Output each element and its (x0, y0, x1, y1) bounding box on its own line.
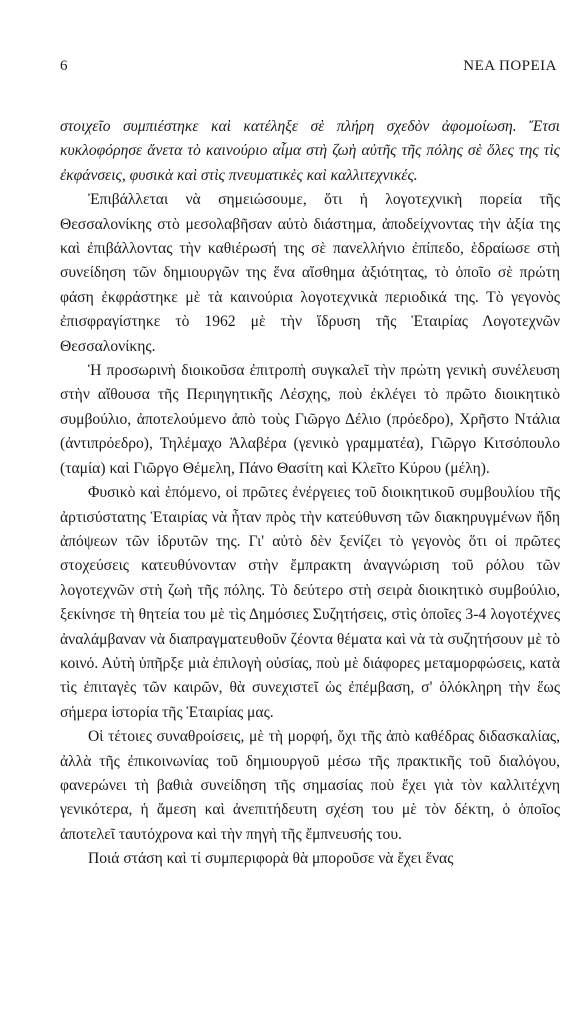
page-number: 6 (60, 58, 68, 74)
paragraph: Φυσικὸ καὶ ἑπόμενο, οἱ πρῶτες ἐνέργειες τοῦ διοικητικοῦ συμβουλίου τῆς ἀρτισύστατης Ἑταιρίας νὰ ἦταν πρὸς τὴν κατεύθυνση τῶν διακηρυγμένων ἤδη ἀπόψεων τῶν ἱδρυτῶν της. Γι' αὐτὸ δὲν ξενίζει τὸ γεγονὸς ὅτι οἱ πρῶτες στοχεύσεις κατευθύνονταν στὴν ἔμπρακτη ἀναγνώριση τοῦ ρόλου τῶν λογοτεχνῶν στὴ ζωὴ τῆς πόλης. Τὸ δεύτερο στὴ σειρὰ διοικητικὸ συμβούλιο, ξεκίνησε τὴ θητεία του μὲ τὶς Δημόσιες Συζητήσεις, στὶς ὁποῖες 3-4 λογοτέχνες ἀναλάμβαναν νὰ διαπραγματευθοῦν ζέοντα θέματα καὶ νὰ τὰ συζητήσουν μὲ τὸ κοινό. Αὐτὴ ὑπῆρξε μιὰ ἐπιλογὴ οὐσίας, ποὺ μὲ διάφορες μεταμορφώσεις, κατὰ τὶς ἐπιταγὲς τῶν καιρῶν, θὰ συνεχιστεῖ ὡς ἐπέμβαση, σ' ὁλόκληρη τὴν ἕως σήμερα ἱστορία τῆς Ἑταιρίας μας. (60, 484, 560, 721)
running-head: ΝΕΑ ΠΟΡΕΙΑ (463, 58, 557, 74)
paragraph: Ποιά στάση καὶ τί συμπεριφορὰ θὰ μποροῦσε νὰ ἔχει ἕνας (88, 850, 454, 868)
page-header (60, 58, 557, 78)
body-text (60, 115, 560, 872)
paragraph: Ἡ προσωρινὴ διοικοῦσα ἐπιτροπὴ συγκαλεῖ τὴν πρώτη γενικὴ συνέλευση στὴν αἴθουσα τῆς Περιηγητικῆς Λέσχης, ποὺ ἐκλέγει τὸ πρῶτο διοικητικὸ συμβούλιο, ἀποτελούμενο ἀπὸ τοὺς Γιῶργο Δέλιο (πρόεδρο), Χρῆστο Ντάλια (ἀντιπρόεδρο), Τηλέμαχο Ἀλαβέρα (γενικὸ γραμματέα), Γιῶργο Κιτσόπουλο (ταμία) καὶ Γιῶργο Θέμελη, Πάνο Θασίτη καὶ Κλεῖτο Κύρου (μέλη). (60, 362, 560, 477)
paragraph-continuation: στοιχεῖο συμπιέστηκε καὶ κατέληξε σὲ πλήρη σχεδὸν ἀφομοίωση. Ἔτσι κυκλοφόρησε ἄνετα τὸ καινούριο αἷμα στὴ ζωὴ αὐτῆς τῆς πόλης σὲ ὅλες της τὶς ἐκφάνσεις, φυσικὰ καὶ στὶς πνευματικὲς καὶ καλλιτεχνικές. (60, 118, 560, 184)
paragraph: Ἐπιβάλλεται νὰ σημειώσουμε, ὅτι ἡ λογοτεχνικὴ πορεία τῆς Θεσσαλονίκης στὸ μεσολαβῆσαν αὐτὸ διάστημα, ἀποδείχνοντας τὴν ἀξία της καὶ ἐπιβάλλοντας τὴν καθιέρωσή της σὲ πανελλήνιο ἐπίπεδο, ἑδραίωσε στὴ συνείδηση τῶν δημιουργῶν της ἕνα αἴσθημα ἀξιότητας, τὸ ὁποῖο σὲ πρώτη φάση ἐκφράστηκε μὲ τὰ καινούρια λογοτεχνικὰ περιοδικά της. Τὸ γεγονὸς ἐπισφραγίστηκε τὸ 1962 μὲ τὴν ἵδρυση τῆς Ἑταιρίας Λογοτεχνῶν Θεσσαλονίκης. (60, 191, 560, 355)
paragraph: Οἱ τέτοιες συναθροίσεις, μὲ τὴ μορφή, ὄχι τῆς ἀπὸ καθέδρας διδασκαλίας, ἀλλὰ τῆς ἐπικοινωνίας τοῦ δημιουργοῦ μέσω τῆς πρακτικῆς τοῦ διαλόγου, φανερώνει τὴ βαθιὰ συνείδηση τῆς σημασίας ποὺ ἔχει γιὰ τὸν καλλιτέχνη γενικότερα, ἡ ἄμεση καὶ ἀνεπιτήδευτη σχέση του μὲ τὸν δέκτη, ὁ ὁποῖος ἀποτελεῖ ταυτόχρονα καὶ τὴν πηγὴ τῆς ἔμπνευσής του. (60, 728, 560, 843)
